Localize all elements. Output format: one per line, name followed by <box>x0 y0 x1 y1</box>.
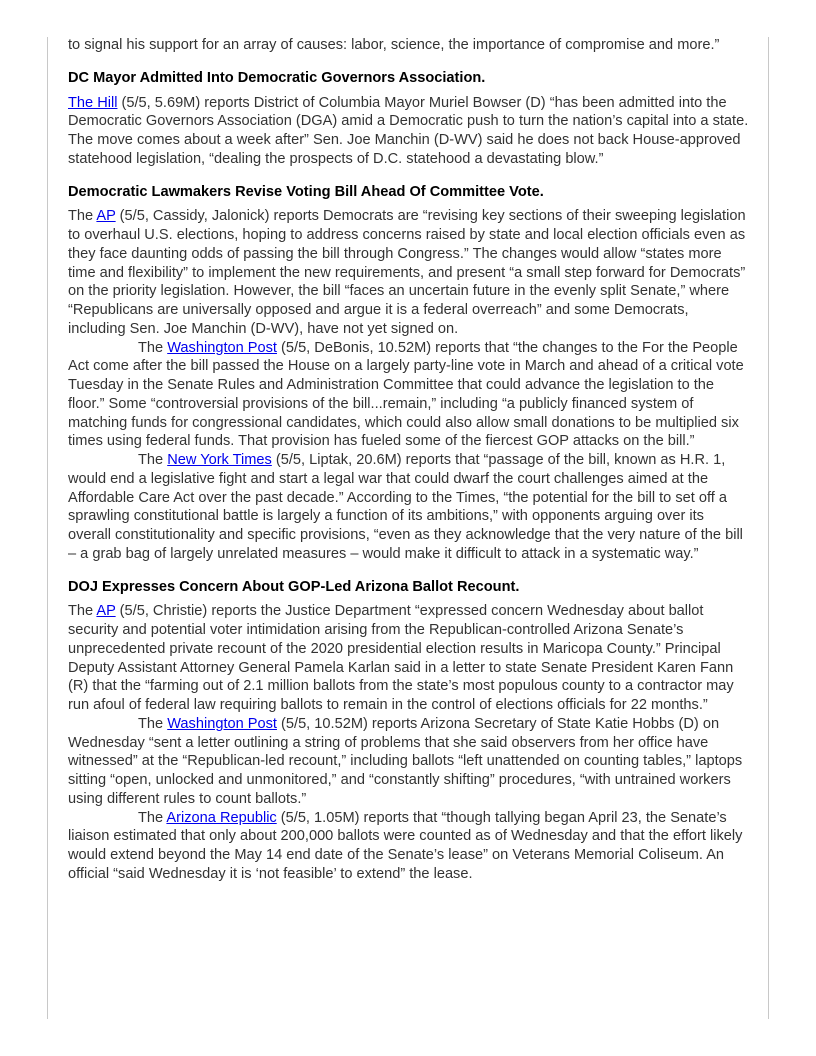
document-body <box>68 36 750 884</box>
paragraph-prefix: The <box>138 452 168 468</box>
source-link-arizona-republic[interactable]: Arizona Republic <box>166 809 277 826</box>
source-link-the-hill[interactable]: The Hill <box>68 94 118 111</box>
paragraph-text: (5/5, 1.05M) reports that “though tallying began April 23, the Senate’s liaison estimated that only about 200,000 ballots were counted as of Wednesday and that the effort likely would extend beyond the May 14 end date of the Senate’s lease” on Veterans Memorial Coliseum. An official “said Wednesday it is ‘not feasible’ to extend” the lease. <box>68 809 743 882</box>
story-paragraph <box>68 207 750 338</box>
paragraph-prefix: The <box>68 603 97 620</box>
paragraph-text: (5/5, Liptak, 20.6M) reports that “passage of the bill, known as H.R. 1, would end a legislative fight and start a legal war that could dwarf the court challenges aimed at the Affordable Care Act over the past decade.” According to the Times, “the potential for the bill to set off a sprawling constitutional battle is largely a function of its ambitions,” with opponents arguing over its overall constitutionality and specific provisions, “even as they acknowledge that the very nature of the bill – a grab bag of largely unrelated measures – would make it difficult to attack in a systematic way.” <box>68 452 743 562</box>
story-dc-mayor <box>68 69 750 169</box>
paragraph-text: (5/5, DeBonis, 10.52M) reports that “the changes to the For the People Act come after the bill passed the House on a largely party-line vote in March and ahead of a critical vote Tuesday in the Senate Rules and Administration Committee that could advance the legislation to the floor.” Some “controversial provisions of the bill...remain,” including “a publicly financed system of matching funds for congressional candidates, which could also allow small donations to be multiplied six times using federal funds. That provision has fueled some of the fiercest GOP attacks on the bill.” <box>68 339 744 450</box>
story-paragraph <box>68 809 750 884</box>
source-link-ap[interactable]: AP <box>96 603 116 620</box>
story-paragraph <box>68 339 750 452</box>
story-paragraph <box>68 602 750 715</box>
paragraph-text: (5/5, 5.69M) reports District of Columbia Mayor Muriel Bowser (D) “has been admitted into the Democratic Governors Association (DGA) amid a Democratic push to turn the nation’s capital into a state. The move comes about a week after” Sen. Joe Manchin (D-WV) said he does not back House-approved statehood legislation, “dealing the prospects of D.C. statehood a devastating blow.” <box>68 94 749 167</box>
paragraph-text: (5/5, Christie) reports the Justice Department “expressed concern Wednesday about ballot security and potential voter intimidation arising from the Republican-controlled Arizona Senate’s unprecedented private recount of the 2020 presidential election results in Maricopa County.” Principal Deputy Assistant Attorney General Pamela Karlan said in a letter to state Senate President Karen Fann (R) that the “farming out of 2.1 million ballots from the state’s most populous county to a contractor may run afoul of federal law requiring ballots to remain in the control of elections officials for 22 months.” <box>68 603 734 713</box>
source-link-ap[interactable]: AP <box>96 208 116 225</box>
paragraph-text: (5/5, 10.52M) reports Arizona Secretary of State Katie Hobbs (D) on Wednesday “sent a letter outlining a string of problems that she said observers from her office have witnessed” at the “Republican-led recount,” including ballots “left unattended on counting tables,” laptops sitting “open, unlocked and unmonitored,” and “constantly shifting” procedures, “with untrained workers using different rules to count ballots.” <box>68 715 743 807</box>
paragraph-prefix: The <box>138 715 168 732</box>
story-voting-bill <box>68 183 750 564</box>
story-paragraph <box>68 715 750 809</box>
story-arizona-recount <box>68 578 750 884</box>
paragraph-text: (5/5, Cassidy, Jalonick) reports Democrats are “revising key sections of their sweeping legislation to overhaul U.S. elections, hoping to address concerns raised by state and local election officials even as they face daunting odds of passing the bill through Congress.” The changes would allow “states more time and flexibility” to implement the new requirements, and present “a small step forward for Democrats” on the priority legislation. However, the bill “faces an uncertain future in the evenly split Senate,” where “Republicans are universally opposed and argue it is a federal overreach” and some Democrats, including Sen. Joe Manchin (D-WV), have not yet signed on. <box>68 208 746 337</box>
story-paragraph <box>68 94 750 169</box>
paragraph-prefix: The <box>138 809 167 826</box>
source-link-washington-post[interactable]: Washington Post <box>167 339 277 356</box>
story-paragraph <box>68 451 750 564</box>
paragraph-prefix: The <box>138 339 168 356</box>
story-headline: DOJ Expresses Concern About GOP-Led Arizona Ballot Recount. <box>68 578 520 595</box>
story-headline: DC Mayor Admitted Into Democratic Governors Association. <box>68 69 486 86</box>
paragraph-prefix: The <box>68 208 97 225</box>
story-headline: Democratic Lawmakers Revise Voting Bill Ahead Of Committee Vote. <box>68 183 544 200</box>
source-link-washington-post[interactable]: Washington Post <box>167 715 277 732</box>
source-link-new-york-times[interactable]: New York Times <box>167 452 272 468</box>
intro-text: to signal his support for an array of causes: labor, science, the importance of compromise and more.” <box>68 37 720 53</box>
